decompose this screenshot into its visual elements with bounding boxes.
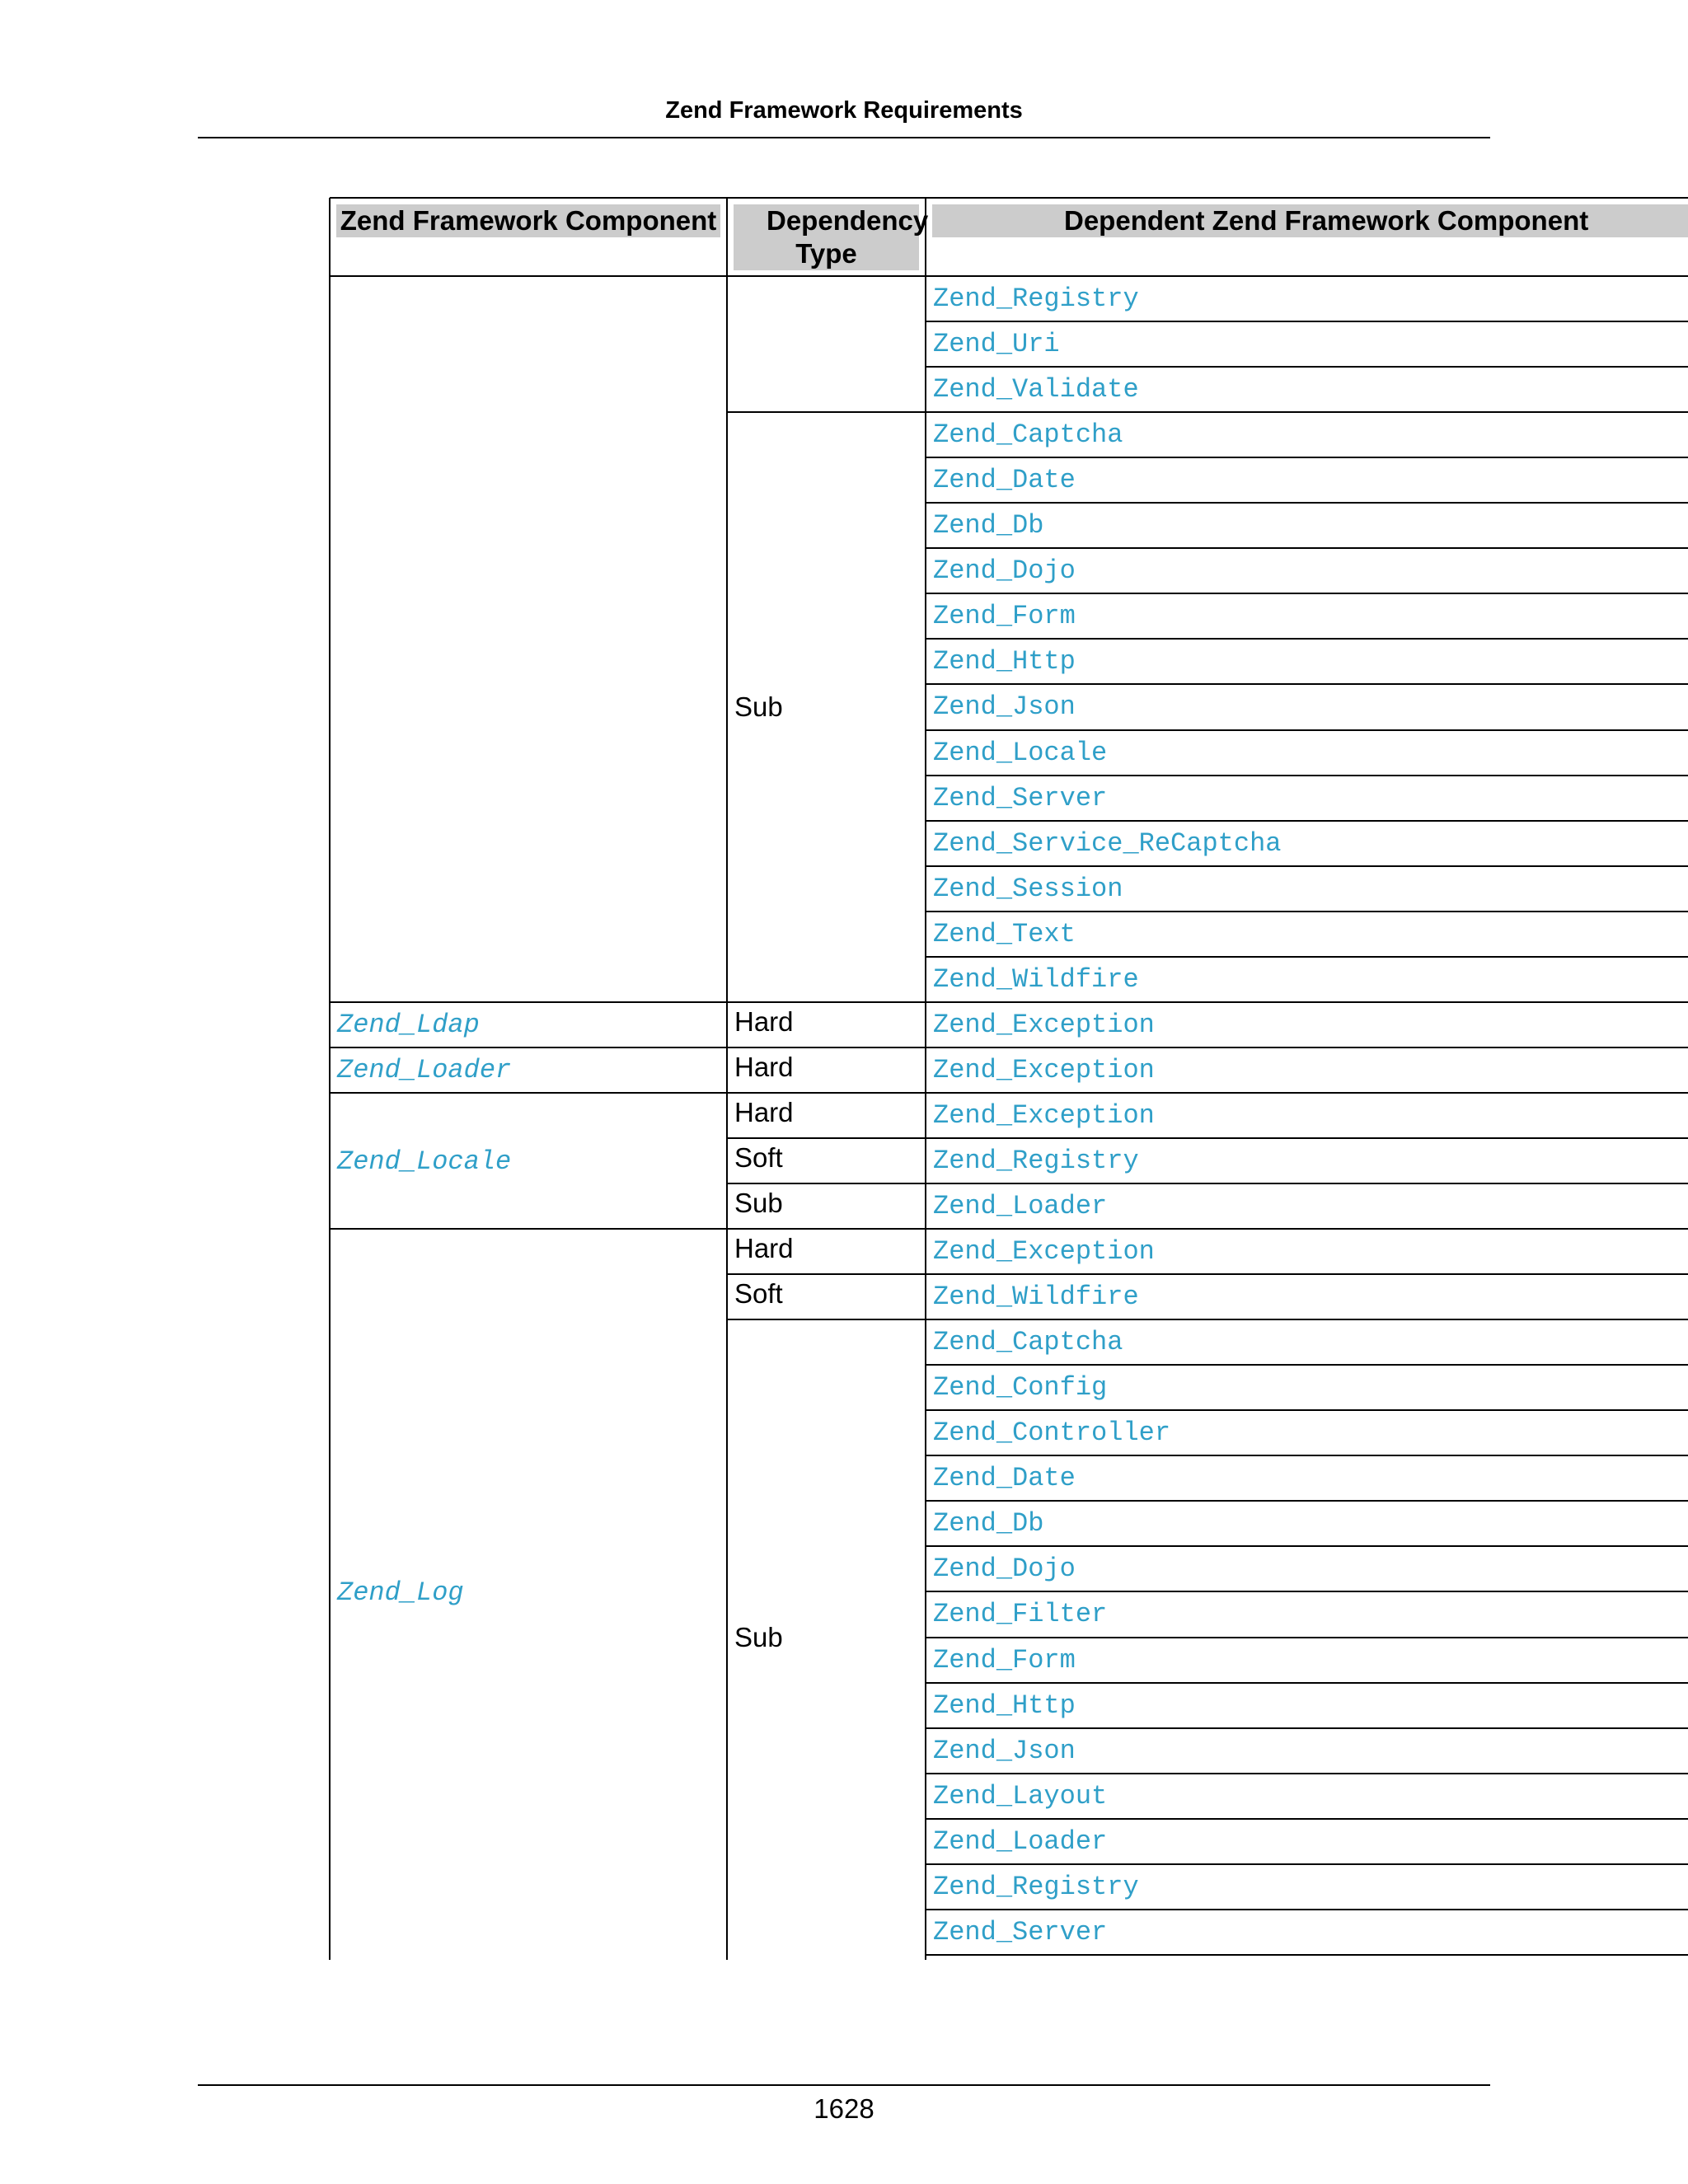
row-divider: [926, 502, 1688, 504]
dependent-component-link[interactable]: Zend_Registry: [933, 1145, 1139, 1176]
row-divider: [926, 683, 1688, 685]
dependent-component-link[interactable]: Zend_Registry: [933, 284, 1139, 314]
row-divider: [926, 411, 1688, 413]
dependent-component-link[interactable]: Zend_Form: [933, 601, 1076, 632]
row-divider: [926, 865, 1688, 867]
dependency-type-label: Sub: [734, 1621, 783, 1652]
row-divider: [926, 775, 1688, 776]
dependent-component-link[interactable]: Zend_Json: [933, 691, 1076, 723]
row-divider: [926, 1001, 1688, 1003]
row-divider: [926, 1183, 1688, 1184]
dependent-component-link[interactable]: Zend_Controller: [933, 1418, 1171, 1449]
component-link[interactable]: Zend_Loader: [337, 1054, 512, 1085]
row-divider: [926, 1818, 1688, 1820]
component-group-divider: [330, 1047, 727, 1048]
dependent-component-link[interactable]: Zend_Dojo: [933, 1554, 1076, 1585]
row-divider: [926, 1727, 1688, 1729]
dependent-component-link[interactable]: Zend_Registry: [933, 1871, 1139, 1902]
dependency-type-label: Sub: [734, 1188, 783, 1218]
row-divider: [926, 1319, 1688, 1320]
dependent-component-link[interactable]: Zend_Loader: [933, 1825, 1108, 1857]
component-link[interactable]: Zend_Locale: [337, 1146, 512, 1178]
row-divider: [926, 1954, 1688, 1956]
dependent-component-link[interactable]: Zend_Form: [933, 1644, 1076, 1675]
page-number: 1628: [814, 2093, 874, 2124]
row-divider: [926, 1364, 1688, 1366]
dependent-component-link[interactable]: Zend_Server: [933, 782, 1108, 813]
column-border-2: [925, 198, 926, 1960]
dependent-component-link[interactable]: Zend_Exception: [933, 1009, 1155, 1040]
dependency-type-label: Hard: [734, 1233, 794, 1264]
row-divider: [926, 547, 1688, 549]
dependent-component-link[interactable]: Zend_Exception: [933, 1054, 1155, 1085]
dependent-component-link[interactable]: Zend_Db: [933, 510, 1044, 541]
component-group-divider: [330, 1228, 727, 1230]
dependent-component-link[interactable]: Zend_Date: [933, 1463, 1076, 1494]
row-divider: [926, 956, 1688, 958]
dependency-group-divider: [727, 1273, 926, 1275]
row-divider: [926, 1500, 1688, 1502]
dependency-group-divider: [727, 1137, 926, 1139]
dependent-component-link[interactable]: Zend_Config: [933, 1372, 1108, 1404]
dependency-group-divider: [727, 1092, 926, 1094]
row-divider: [926, 366, 1688, 368]
dependency-type-label: Hard: [734, 1096, 794, 1127]
row-divider: [926, 1637, 1688, 1638]
row-divider: [926, 1545, 1688, 1547]
column-border-left: [329, 198, 331, 1960]
row-divider: [926, 1591, 1688, 1592]
dependent-component-link[interactable]: Zend_Wildfire: [933, 963, 1139, 995]
header-dependency-type: Dependency Type: [734, 204, 919, 270]
dependent-component-link[interactable]: Zend_Exception: [933, 1236, 1155, 1268]
dependency-group-divider: [727, 1047, 926, 1048]
component-link[interactable]: Zend_Log: [337, 1577, 464, 1609]
dependency-group-divider: [727, 1228, 926, 1230]
dependent-component-link[interactable]: Zend_Filter: [933, 1599, 1108, 1630]
row-divider: [926, 1773, 1688, 1774]
dependent-component-link[interactable]: Zend_Validate: [933, 374, 1139, 405]
dependency-type-label: Hard: [734, 1051, 794, 1082]
dependent-component-link[interactable]: Zend_Db: [933, 1508, 1044, 1540]
dependent-component-link[interactable]: Zend_Wildfire: [933, 1282, 1139, 1313]
table-header-rule: [330, 275, 1688, 277]
row-divider: [926, 1047, 1688, 1048]
row-divider: [926, 1228, 1688, 1230]
dependent-component-link[interactable]: Zend_Text: [933, 918, 1076, 949]
row-divider: [926, 593, 1688, 594]
dependent-component-link[interactable]: Zend_Service_ReCaptcha: [933, 827, 1282, 859]
dependent-component-link[interactable]: Zend_Server: [933, 1916, 1108, 1947]
row-divider: [926, 1273, 1688, 1275]
row-divider: [926, 638, 1688, 640]
footer-rule: [198, 2084, 1490, 2086]
row-divider: [926, 1409, 1688, 1411]
dependent-component-link[interactable]: Zend_Captcha: [933, 1327, 1123, 1358]
header-dependent-component: Dependent Zend Framework Component: [932, 204, 1688, 237]
dependent-component-link[interactable]: Zend_Http: [933, 1690, 1076, 1721]
dependent-component-link[interactable]: Zend_Session: [933, 873, 1123, 904]
row-divider: [926, 457, 1688, 458]
dependency-group-divider: [727, 1183, 926, 1184]
dependency-type-label: Soft: [734, 1141, 783, 1173]
page-header-title: Zend Framework Requirements: [665, 97, 1023, 124]
dependent-component-link[interactable]: Zend_Uri: [933, 329, 1060, 360]
dependent-component-link[interactable]: Zend_Date: [933, 465, 1076, 496]
dependency-group-divider: [727, 411, 926, 413]
dependent-component-link[interactable]: Zend_Loader: [933, 1191, 1108, 1221]
row-divider: [926, 1455, 1688, 1456]
row-divider: [926, 729, 1688, 731]
row-divider: [926, 820, 1688, 822]
dependent-component-link[interactable]: Zend_Captcha: [933, 419, 1123, 451]
dependent-component-link[interactable]: Zend_Exception: [933, 1099, 1155, 1131]
row-divider: [926, 1682, 1688, 1684]
row-divider: [926, 1137, 1688, 1139]
column-border-1: [726, 198, 728, 1960]
row-divider: [926, 1909, 1688, 1910]
dependency-type-label: Hard: [734, 1005, 794, 1037]
row-divider: [926, 911, 1688, 912]
dependency-group-divider: [727, 1319, 926, 1320]
dependency-group-divider: [727, 1001, 926, 1003]
header-component: Zend Framework Component: [336, 204, 720, 237]
dependent-component-link[interactable]: Zend_Layout: [933, 1780, 1108, 1811]
component-group-divider: [330, 1092, 727, 1094]
component-link[interactable]: Zend_Ldap: [337, 1009, 480, 1040]
row-divider: [926, 1092, 1688, 1094]
dependent-component-link[interactable]: Zend_Http: [933, 646, 1076, 677]
dependent-component-link[interactable]: Zend_Dojo: [933, 555, 1076, 587]
dependent-component-link[interactable]: Zend_Json: [933, 1735, 1076, 1766]
row-divider: [926, 321, 1688, 322]
row-divider: [926, 1863, 1688, 1865]
dependency-type-label: Sub: [734, 691, 783, 722]
table-top-border: [330, 197, 1688, 199]
dependent-component-link[interactable]: Zend_Locale: [933, 737, 1108, 768]
dependency-type-label: Soft: [734, 1278, 783, 1310]
component-group-divider: [330, 1001, 727, 1003]
